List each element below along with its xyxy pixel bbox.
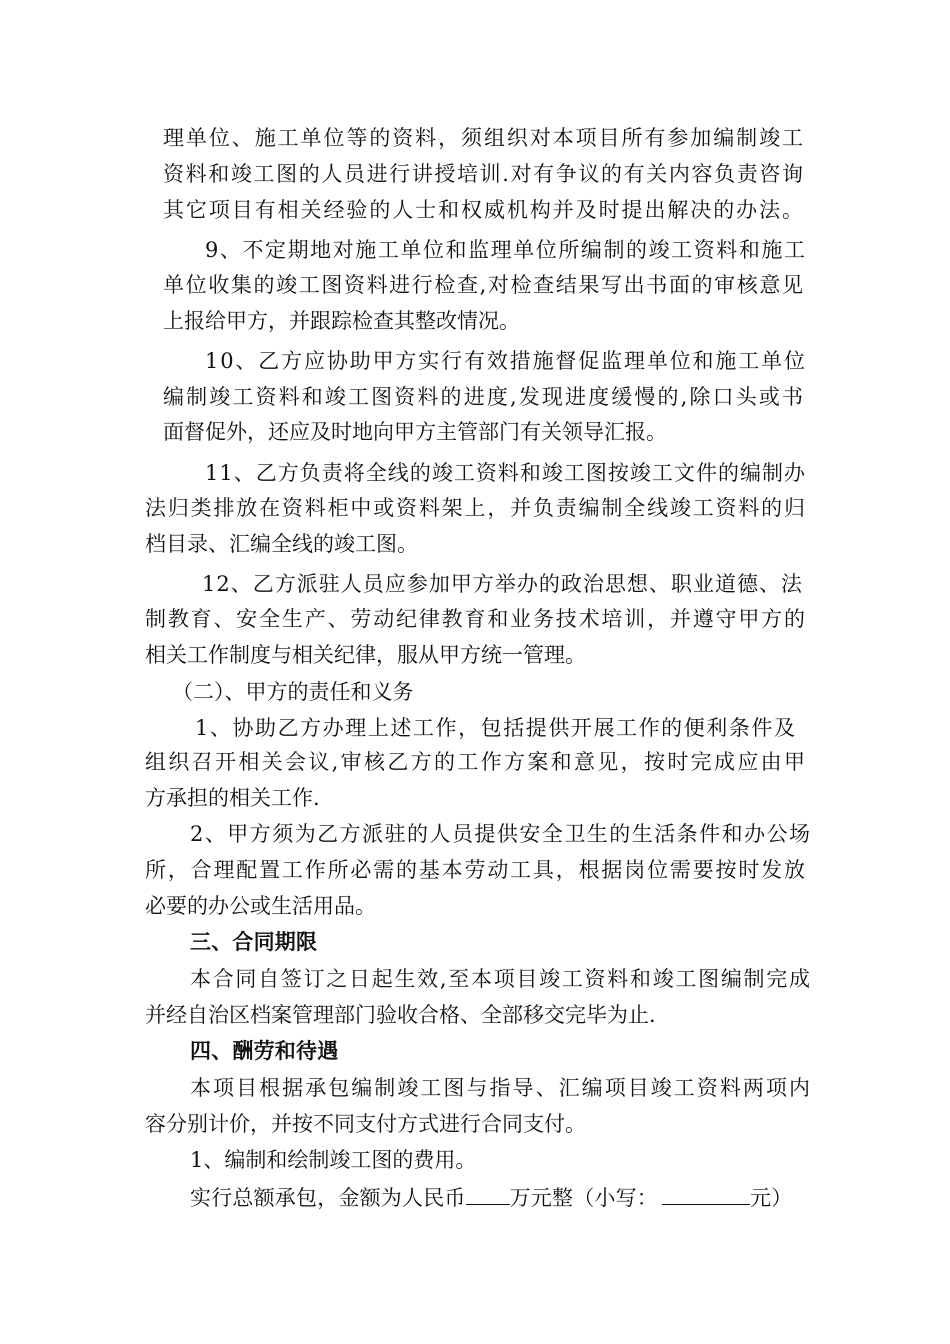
paragraph-line: 本合同自签订之日起生效,至本项目竣工资料和竣工图编制完成 [190, 967, 812, 991]
paragraph-line: 1、编制和绘制竣工图的费用。 [190, 1148, 477, 1172]
paragraph-line: 方承担的相关工作. [145, 786, 320, 810]
paragraph-line: 理单位、施工单位等的资料，须组织对本项目所有参加编制竣工 [163, 126, 805, 150]
paragraph-line: 并经自治区档案管理部门验收合格、全部移交完毕为止. [145, 1003, 656, 1027]
paragraph-line: 12、乙方派驻人员应参加甲方举办的政治思想、职业道德、法 [202, 572, 803, 596]
fee-text-part: 万元整（小写： [509, 1186, 659, 1210]
section-heading: （二）、甲方的责任和义务 [172, 680, 414, 704]
paragraph-line: 法归类排放在资料柜中或资料架上，并负责编制全线竣工资料的归 [145, 496, 807, 520]
paragraph-line: 编制竣工资料和竣工图资料的进度,发现进度缓慢的,除口头或书 [163, 385, 806, 409]
paragraph-line: 其它项目有相关经验的人士和权威机构并及时提出解决的办法。 [163, 198, 805, 222]
paragraph-line: 9、不定期地对施工单位和监理单位所编制的竣工资料和施工 [205, 238, 807, 262]
amount-small-blank [662, 1182, 750, 1205]
paragraph-line: 11、乙方负责将全线的竣工资料和竣工图按竣工文件的编制办 [205, 461, 806, 485]
section-heading: 四、酬劳和待遇 [190, 1038, 339, 1063]
fee-text-part: 实行总额承包，金额为人民币 [190, 1186, 466, 1210]
paragraph-line: 档目录、汇编全线的竣工图。 [145, 532, 418, 556]
paragraph-line: 1、协助乙方办理上述工作，包括提供开展工作的便利条件及 [195, 716, 797, 740]
paragraph-line: 单位收集的竣工图资料进行检查,对检查结果写出书面的审核意见 [163, 273, 805, 297]
paragraph-line: 必要的办公或生活用品。 [145, 894, 376, 918]
fee-text-part: 元） [750, 1186, 793, 1210]
paragraph-line: 资料和竣工图的人员进行讲授培训.对有争议的有关内容负责咨询 [163, 162, 805, 186]
paragraph-line: 组织召开相关会议,审核乙方的工作方案和意见，按时完成应由甲 [145, 750, 808, 774]
amount-blank [466, 1182, 510, 1205]
paragraph-line: 上报给甲方，并跟踪检查其整改情况。 [163, 309, 520, 333]
paragraph-line: 2、甲方须为乙方派驻的人员提供安全卫生的生活条件和办公场 [190, 822, 812, 846]
paragraph-line: 10、乙方应协助甲方实行有效措施督促监理单位和施工单位 [205, 349, 807, 373]
paragraph-line: 所，合理配置工作所必需的基本劳动工具，根据岗位需要按时发放 [145, 858, 807, 882]
paragraph-line: 本项目根据承包编制竣工图与指导、汇编项目竣工资料两项内 [190, 1076, 813, 1100]
paragraph-line: 制教育、安全生产、劳动纪律教育和业务技术培训，并遵守甲方的 [145, 607, 807, 631]
paragraph-line: 相关工作制度与相关纪律，服从甲方统一管理。 [145, 643, 586, 667]
paragraph-line: 容分别计价，并按不同支付方式进行合同支付。 [145, 1112, 586, 1136]
section-heading: 三、合同期限 [190, 929, 318, 954]
fee-amount-line [190, 1182, 810, 1212]
paragraph-line: 面督促外，还应及时地向甲方主管部门有关领导汇报。 [163, 420, 667, 444]
